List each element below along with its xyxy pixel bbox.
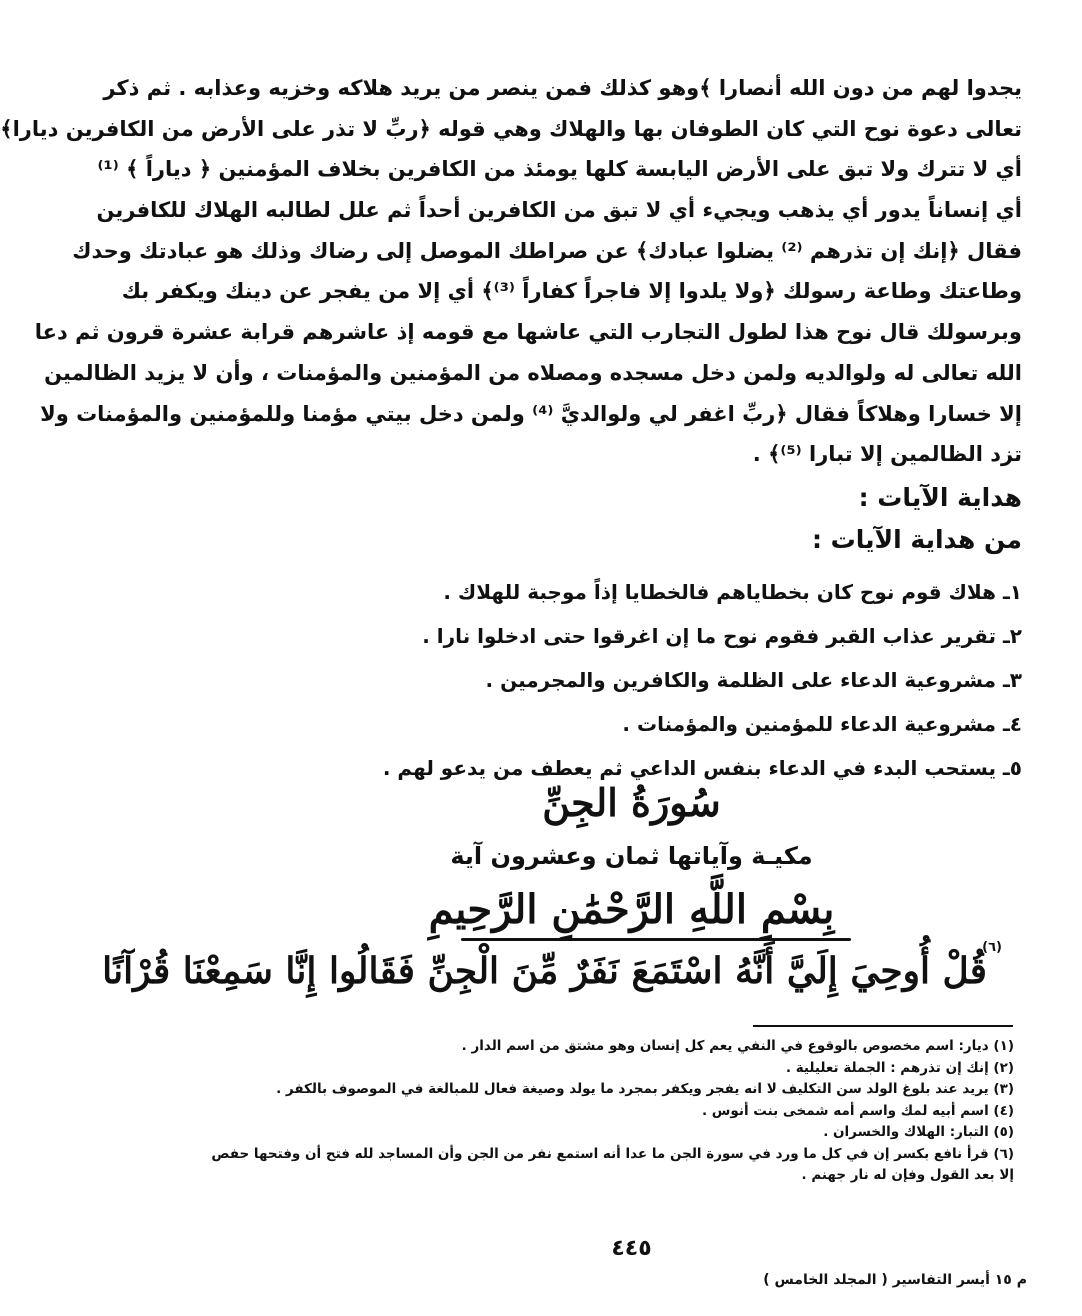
guidance-point: ٣ـ مشروعية الدعاء على الظلمة والكافرين والمجرمين .: [485, 668, 1022, 692]
verse-footnote-marker: (٦): [982, 940, 1002, 955]
tafsir-line: تعالى دعوة نوح التي كان الطوفان بها والهلاك وهي قوله ﴿ربِّ لا تذر على الأرض من الكافرين ديارا﴾: [0, 116, 1022, 141]
quran-verse: قُلْ أُوحِيَ إِلَيَّ أَنَّهُ اسْتَمَعَ نَفَرٌ مِّنَ الْجِنِّ فَقَالُوا إِنَّا سَمِعْنَا قُرْآنًا: [102, 950, 987, 992]
tafsir-line: يجدوا لهم من دون الله أنصارا ﴾وهو كذلك فمن ينصر من يريد هلاكه وخزيه وعذابه . ثم ذكر: [103, 76, 1022, 100]
tafsir-line: إلا خسارا وهلاكاً فقال ﴿ربِّ اغفر لي ولوالديَّ ⁽⁴⁾ ولمن دخل بيتي مؤمنا وللمؤمنين والمؤمنات ولا: [40, 401, 1022, 426]
tafsir-line: وبرسولك قال نوح هذا لطول التجارب التي عاشها مع قومه إذ عاشرهم قرابة عشرة قرون ثم دعا: [34, 320, 1022, 345]
basmala-underline: [461, 938, 851, 941]
tafsir-line: أي إنساناً يدور أي يذهب ويجيء أي لا تبق من الكافرين أحداً ثم علل لطالبه الهلاك للكافرين: [96, 198, 1022, 223]
guidance-point: ٤ـ مشروعية الدعاء للمؤمنين والمؤمنات .: [622, 712, 1022, 736]
footnote: (٢) إنك إن تذرهم : الجملة تعليلية .: [785, 1059, 1014, 1076]
tafsir-line: أي لا تترك ولا تبق على الأرض اليابسة كلها يومئذ من الكافرين بخلاف المؤمنين ﴿ دياراً ﴾ ⁽¹⁾: [97, 157, 1022, 182]
footnote: (٥) التبار: الهلاك والخسران .: [823, 1124, 1014, 1140]
tafsir-line: الله تعالى له ولوالديه ولمن دخل مسجده ومصلاه من المؤمنين والمؤمنات ، وأن لا يزيد الظالمين: [44, 360, 1022, 385]
guidance-list: [236, 570, 1022, 790]
footnotes: [211, 1036, 1014, 1187]
tafsir-paragraph: [0, 68, 1022, 475]
basmala: بِسْمِ اللَّهِ الرَّحْمَٰنِ الرَّحِيمِ: [428, 886, 835, 933]
footnote-separator: [753, 1025, 1013, 1027]
section-heading-guidance: هداية الآيات :: [858, 483, 1022, 512]
guidance-point: ٢ـ تقرير عذاب القبر فقوم نوح ما إن اغرقوا حتى ادخلوا نارا .: [422, 624, 1022, 648]
page-number: ٤٤٥: [611, 1236, 652, 1261]
footnote: (٤) اسم أبيه لمك واسم أمه شمخى بنت أنوس .: [701, 1102, 1014, 1119]
footnote: (١) ديار: اسم مخصوص بالوقوع في النفي يعم كل إنسان وهو مشتق من اسم الدار .: [461, 1038, 1014, 1054]
section-heading-from-guidance: من هداية الآيات :: [811, 525, 1022, 554]
guidance-point: ٥ـ يستحب البدء في الدعاء بنفس الداعي ثم يعطف من يدعو لهم .: [382, 756, 1022, 780]
footnote: إلا بعد القول وفإن له نار جهنم .: [801, 1167, 1014, 1183]
footnote: (٦) قرأ نافع بكسر إن في كل ما ورد في سورة الجن ما عدا أنه استمع نفر من الجن وأن المساجد لله فتح أن وفتحها حفص: [211, 1145, 1014, 1162]
surah-info: مكيـة وآياتها ثمان وعشرون آية: [450, 842, 813, 870]
guidance-point: ١ـ هلاك قوم نوح كان بخطاياهم فالخطايا إذاً موجبة للهلاك .: [443, 580, 1022, 604]
running-footer: م ١٥ أيسر التفاسير ( المجلد الخامس ): [763, 1272, 1027, 1288]
tafsir-line: تزد الظالمين إلا تبارا ⁽⁵⁾﴾ .: [752, 442, 1022, 467]
tafsir-line: فقال ﴿إنك إن تذرهم ⁽²⁾ يضلوا عبادك﴾ عن صراطك الموصل إلى رضاك وذلك هو عبادتك وحدك: [72, 238, 1022, 263]
tafsir-line: وطاعتك وطاعة رسولك ﴿ولا يلدوا إلا فاجراً كفاراً ⁽³⁾﴾ أي إلا من يفجر عن دينك ويكفر بك: [121, 279, 1022, 304]
footnote: (٣) يريد عند بلوغ الولد سن التكليف لا انه يفجر ويكفر بمجرد ما يولد وصيغة فعال للمبالغة في الموصوف بالكفر .: [276, 1081, 1014, 1097]
surah-title: سُورَةُ الجِنِّ: [542, 780, 721, 825]
